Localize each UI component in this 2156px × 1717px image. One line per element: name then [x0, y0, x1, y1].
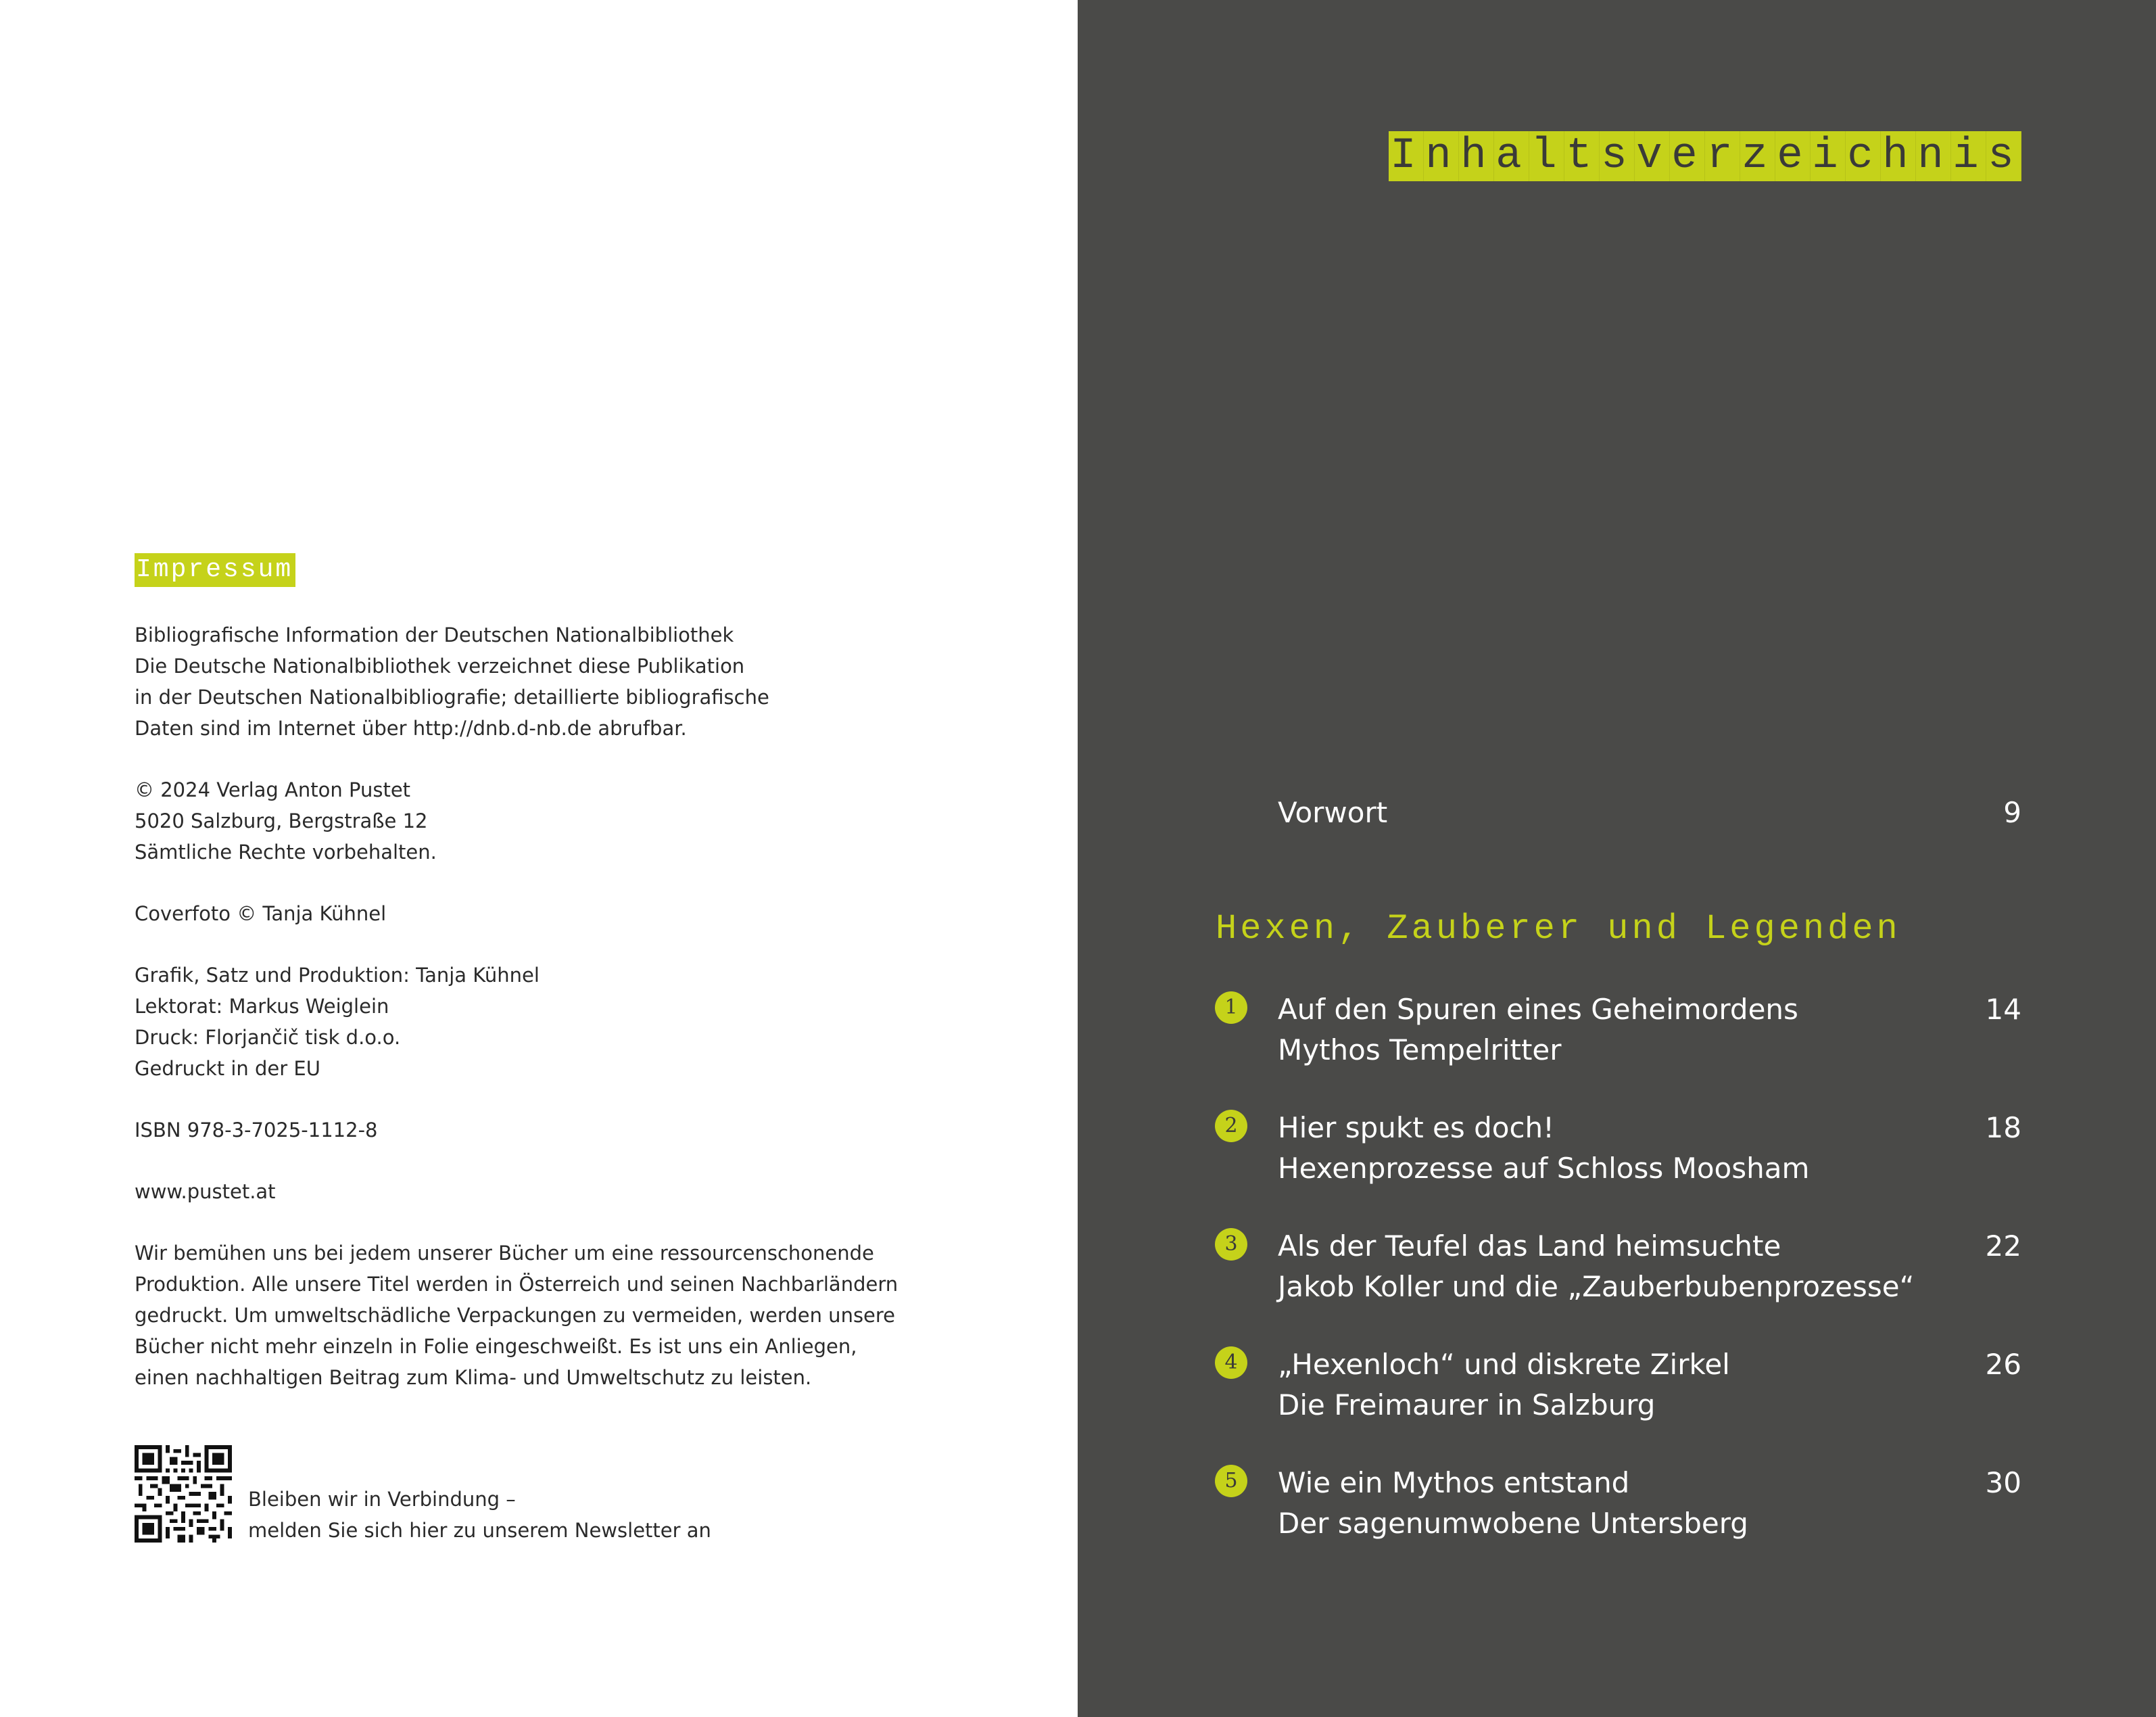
credit-line: Grafik, Satz und Produktion: Tanja Kühnel [135, 964, 540, 987]
credit-line: Druck: Florjančič tisk d.o.o. [135, 1026, 401, 1049]
toc-entry-subtitle: Jakob Koller und die „Zauberbubenprozesse“ [1278, 1270, 1915, 1303]
cover-credit-line: Coverfoto © Tanja Kühnel [135, 902, 387, 925]
chapter-number-badge: 4 [1215, 1346, 1247, 1379]
publisher-line: 5020 Salzburg, Bergstraße 12 [135, 809, 428, 832]
toc-entry-title: Auf den Spuren eines Geheimordens [1278, 993, 1798, 1026]
credit-line: Gedruckt in der EU [135, 1057, 320, 1080]
chapter-number-badge: 3 [1215, 1228, 1247, 1261]
website[interactable] [135, 1176, 276, 1207]
sustainability-line: Wir bemühen uns bei jedem unserer Bücher um eine ressourcenschonende [135, 1242, 874, 1265]
newsletter-line: Bleiben wir in Verbindung – [248, 1488, 516, 1511]
toc-page-number: 18 [1985, 1111, 2021, 1144]
sustainability-note [135, 1238, 898, 1393]
impressum-heading: Impressum [135, 553, 295, 587]
publisher-line: Sämtliche Rechte vorbehalten. [135, 841, 437, 864]
chapter-number-badge: 2 [1215, 1110, 1247, 1142]
publisher-line: © 2024 Verlag Anton Pustet [135, 778, 411, 801]
toc-entry-title: „Hexenloch“ und diskrete Zirkel [1278, 1348, 1730, 1381]
section-heading: Hexen, Zauberer und Legenden [1216, 909, 1901, 949]
credit-line: Lektorat: Markus Weiglein [135, 995, 389, 1018]
publisher-info [135, 774, 437, 868]
toc-entry-subtitle: Mythos Tempelritter [1278, 1033, 1562, 1066]
isbn [135, 1114, 377, 1146]
cover-credit [135, 898, 386, 929]
toc-page-number: 26 [1985, 1348, 2021, 1381]
sustainability-line: Bücher nicht mehr einzeln in Folie eingeschweißt. Es ist uns ein Anliegen, [135, 1335, 857, 1358]
bibliographic-line: Daten sind im Internet über http://dnb.d-nb.de abrufbar. [135, 717, 687, 740]
toc-page-number: 9 [2003, 796, 2021, 829]
bibliographic-line: in der Deutschen Nationalbibliografie; detaillierte bibliografische [135, 686, 769, 709]
toc-page-number: 30 [1985, 1466, 2021, 1499]
toc-entry-chapter-4[interactable] [1278, 1344, 2021, 1426]
qr-code-icon[interactable] [135, 1445, 232, 1543]
toc-entry-title: Als der Teufel das Land heimsuchte [1278, 1229, 1781, 1263]
toc-entry-title: Hier spukt es doch! [1278, 1111, 1554, 1144]
bibliographic-line: Bibliografische Information der Deutschen Nationalbibliothek [135, 624, 734, 646]
isbn-line: ISBN 978-3-7025-1112-8 [135, 1119, 378, 1142]
toc-entry-chapter-3[interactable] [1278, 1226, 2021, 1307]
newsletter-text [248, 1484, 711, 1546]
toc-title-text: I n h a l t s v e r z e i c h n i s [1389, 131, 2021, 181]
production-credits [135, 960, 540, 1084]
toc-entry-subtitle: Hexenprozesse auf Schloss Moosham [1278, 1152, 1810, 1185]
toc-entry-subtitle: Der sagenumwobene Untersberg [1278, 1507, 1748, 1540]
toc-entry-title: Wie ein Mythos entstand [1278, 1466, 1630, 1499]
toc-entry-chapter-2[interactable] [1278, 1108, 2021, 1189]
website-link[interactable]: www.pustet.at [135, 1180, 276, 1203]
sustainability-line: Produktion. Alle unsere Titel werden in Österreich und seinen Nachbarländern [135, 1273, 899, 1296]
toc-entry-title: Vorwort [1278, 796, 1388, 829]
chapter-number-badge: 5 [1215, 1465, 1247, 1497]
toc-entry-foreword[interactable] [1278, 793, 2021, 833]
chapter-number-badge: 1 [1215, 991, 1247, 1024]
toc-entry-chapter-1[interactable] [1278, 989, 2021, 1071]
bibliographic-info [135, 619, 769, 744]
toc-title [1389, 131, 2021, 181]
toc-entry-chapter-5[interactable] [1278, 1463, 2021, 1544]
sustainability-line: gedruckt. Um umweltschädliche Verpackungen zu vermeiden, werden unsere [135, 1304, 896, 1327]
newsletter-line: melden Sie sich hier zu unserem Newsletter an [248, 1519, 711, 1542]
bibliographic-line: Die Deutsche Nationalbibliothek verzeichnet diese Publikation [135, 655, 745, 678]
sustainability-line: einen nachhaltigen Beitrag zum Klima- und Umweltschutz zu leisten. [135, 1366, 812, 1389]
toc-page-number: 14 [1985, 993, 2021, 1026]
toc-page [1078, 0, 2156, 1717]
toc-page-number: 22 [1985, 1229, 2021, 1263]
toc-entry-subtitle: Die Freimaurer in Salzburg [1278, 1388, 1656, 1421]
